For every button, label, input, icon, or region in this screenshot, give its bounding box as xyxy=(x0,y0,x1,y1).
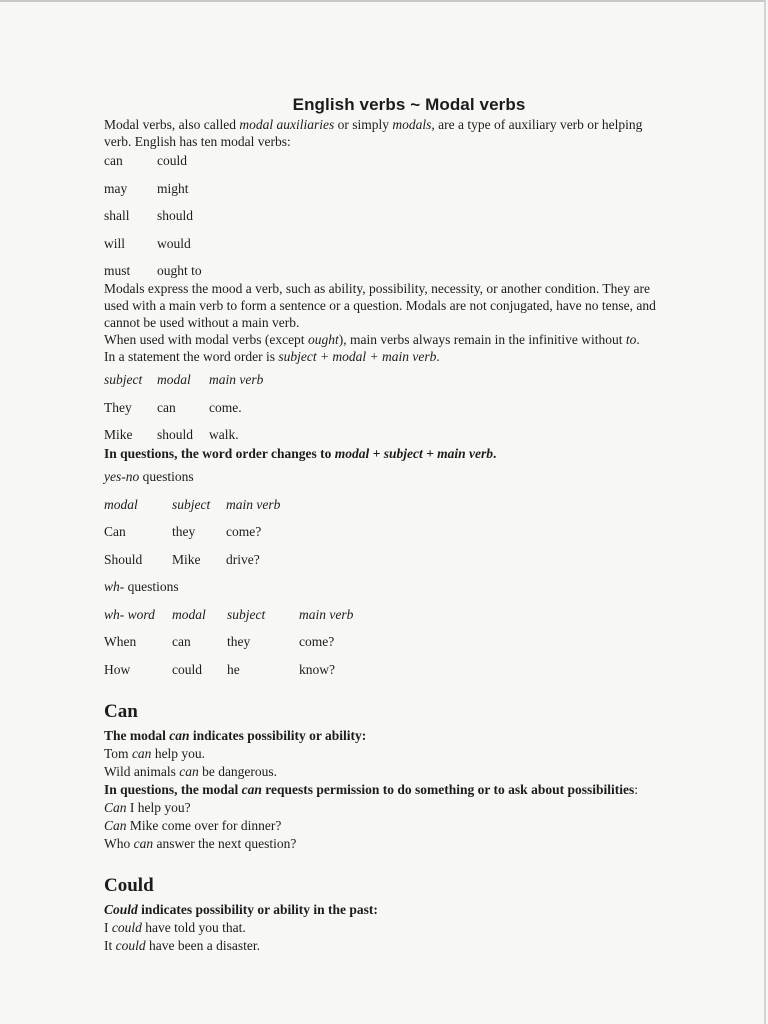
example-sentence: Tom can help you. xyxy=(104,745,206,761)
wh-label: wh- questions xyxy=(104,579,179,594)
wh-table xyxy=(104,606,664,679)
example-sentence: Wild animals can be dangerous. xyxy=(104,763,278,779)
list-item: can could xyxy=(104,153,187,168)
table-row: They can come. xyxy=(104,399,242,415)
list-item: must ought to xyxy=(104,263,202,278)
list-item: shall should xyxy=(104,208,194,223)
table-header: modal subject main verb xyxy=(104,496,281,512)
infinitive-paragraph: When used with modal verbs (except ought), main verbs always remain in the infinitive without to. xyxy=(104,332,640,347)
intro-paragraph: Modal verbs, also called modal auxiliaries or simply modals, are a type of auxiliary verb or helping verb. English has ten modal verbs: xyxy=(104,117,643,149)
mood-paragraph: Modals express the mood a verb, such as ability, possibility, necessity, or another condition. They are used with a main verb to form a sentence or a question. Modals are not conjugated, have no tense, and cannot be used without a main verb. xyxy=(104,281,656,330)
example-sentence: Can I help you? xyxy=(104,799,191,815)
statement-table xyxy=(104,371,664,445)
can-rule-2: In questions, the modal can requests permission to do something or to ask about possibilities: xyxy=(104,781,638,797)
table-header: wh- word modal subject main verb xyxy=(104,606,354,622)
modal-verb-list xyxy=(104,152,664,280)
section-heading-can: Can xyxy=(104,700,138,722)
example-sentence: Can Mike come over for dinner? xyxy=(104,817,282,833)
could-rule-1: Could indicates possibility or ability in the past: xyxy=(104,901,378,917)
yes-no-table xyxy=(104,496,664,579)
example-sentence: Who can answer the next question? xyxy=(104,835,297,851)
section-heading-could: Could xyxy=(104,874,154,896)
table-row: Mike should walk. xyxy=(104,427,239,442)
list-item: will would xyxy=(104,235,191,251)
table-row: Should Mike drive? xyxy=(104,551,260,567)
document-page xyxy=(104,96,664,955)
question-order: In questions, the word order changes to modal + subject + main verb. xyxy=(104,446,497,461)
table-row: Can they come? xyxy=(104,524,262,539)
page-title: English verbs ~ Modal verbs xyxy=(292,95,526,114)
example-sentence: It could have been a disaster. xyxy=(104,937,260,953)
yes-no-label: yes-no questions xyxy=(104,469,194,484)
table-row: How could he know? xyxy=(104,661,335,677)
statement-order: In a statement the word order is subject + modal + main verb. xyxy=(104,349,440,364)
list-item: may might xyxy=(104,180,189,196)
table-row: When can they come? xyxy=(104,634,335,649)
can-rule-1: The modal can indicates possibility or ability: xyxy=(104,727,367,743)
example-sentence: I could have told you that. xyxy=(104,919,246,935)
table-header: subject modal main verb xyxy=(104,372,264,387)
